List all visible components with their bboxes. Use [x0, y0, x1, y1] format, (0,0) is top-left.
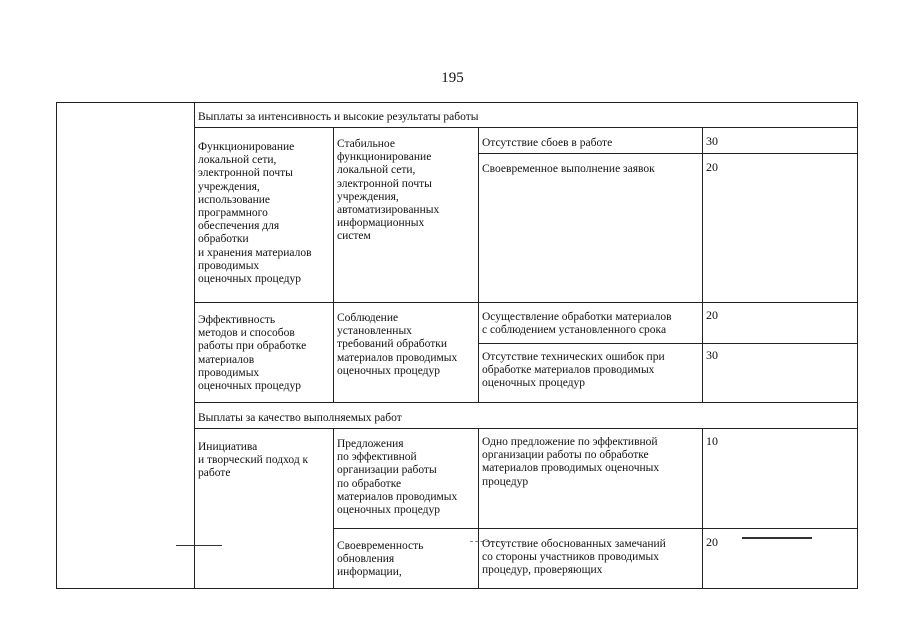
criterion-cell: Инициатива и творческий подход к работе: [198, 441, 309, 480]
section-title: Выплаты за качество выполняемых работ: [198, 412, 402, 424]
column-divider: [702, 428, 703, 589]
table-top-border: [56, 102, 858, 103]
column-divider: [333, 127, 334, 402]
scan-mark: [176, 545, 222, 546]
table-left-border: [56, 102, 57, 589]
criterion-cell: Функционирование локальной сети, электронной почты учреждения, использование программного обеспечения для обработки и хранения материалов проводимых оценочных процедур: [198, 141, 312, 286]
page-number: 195: [441, 70, 464, 86]
column-divider: [333, 428, 334, 589]
condition-cell: Своевременность обновления информации,: [337, 540, 424, 579]
condition-cell: Стабильное функционирование локальной сети, электронной почты учреждения, автоматизированных информационных систем: [337, 138, 440, 243]
table-bottom-border: [56, 588, 858, 589]
column-divider: [478, 127, 479, 402]
row-divider: [194, 302, 858, 303]
indicator-cell: Осуществление обработки материалов с соблюдением установленного срока: [482, 311, 672, 337]
column-divider: [702, 127, 703, 402]
points-cell: 30: [706, 134, 718, 148]
points-cell: 20: [706, 160, 718, 174]
indicator-cell: Отсутствие сбоев в работе: [482, 137, 613, 149]
points-cell: 30: [706, 348, 718, 362]
indicator-cell: Отсутствие обоснованных замечаний со стороны участников проводимых процедур, проверяющих: [482, 538, 666, 577]
row-divider: [478, 343, 858, 344]
condition-cell: Соблюдение установленных требований обработки материалов проводимых оценочных процедур: [337, 312, 458, 377]
points-cell: 20: [706, 308, 718, 322]
row-divider: [194, 127, 858, 128]
criterion-cell: Эффективность методов и способов работы при обработке материалов проводимых оценочных процедур: [198, 314, 307, 393]
row-divider: [333, 528, 858, 529]
section-title: Выплаты за интенсивность и высокие результаты работы: [198, 111, 479, 123]
table-right-border: [857, 102, 858, 589]
row-divider: [194, 402, 858, 403]
indicator-cell: Одно предложение по эффективной организации работы по обработке материалов проводимых оценочных процедур: [482, 436, 660, 488]
indicator-cell: Своевременное выполнение заявок: [482, 163, 655, 175]
points-cell: 20: [706, 535, 718, 549]
row-divider: [194, 428, 858, 429]
column-divider: [478, 428, 479, 589]
points-cell: 10: [706, 434, 718, 448]
scan-mark: [742, 537, 812, 539]
indicator-cell: Отсутствие технических ошибок при обработке материалов проводимых оценочных процедур: [482, 351, 665, 390]
row-divider: [478, 153, 858, 154]
first-column-divider: [194, 102, 195, 589]
condition-cell: Предложения по эффективной организации работы по обработке материалов проводимых оценочных процедур: [337, 438, 458, 517]
